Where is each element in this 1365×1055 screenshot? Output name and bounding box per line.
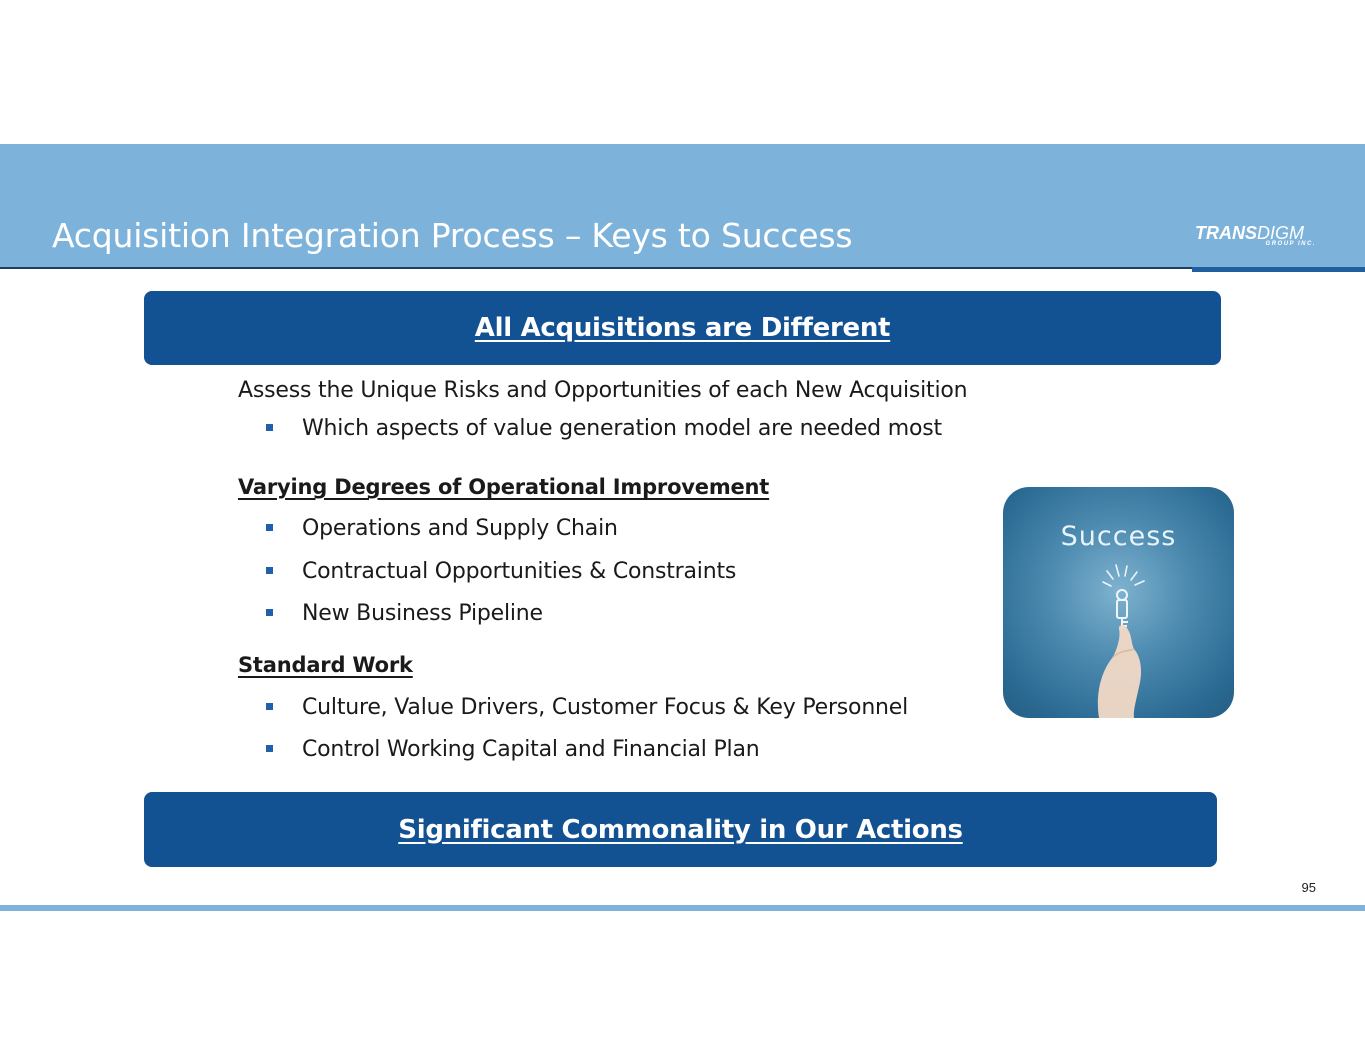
success-key-image [1003,487,1234,718]
bullet-icon [266,745,273,752]
hand-holding-key-icon [1003,487,1234,718]
bullet-icon [266,567,273,574]
slide-title: Acquisition Integration Process – Keys to Success [52,216,853,255]
intro-bullet: Which aspects of value generation model are needed most [302,416,942,441]
operational-bullet: Contractual Opportunities & Constraints [302,559,737,584]
logo-brand-bold: TRANS [1195,223,1257,243]
logo-subtitle: GROUP INC. [1265,241,1316,247]
standard-bullet: Control Working Capital and Financial Plan [302,737,760,762]
logo-brand-light: DIGM [1257,223,1304,243]
banner-bottom-label: Significant Commonality in Our Actions [398,814,963,845]
bullet-icon [266,524,273,531]
operational-bullet: Operations and Supply Chain [302,516,618,541]
bullet-icon [266,703,273,710]
operational-heading: Varying Degrees of Operational Improvement [238,475,770,499]
bullet-icon [266,609,273,616]
operational-bullet: New Business Pipeline [302,601,543,626]
banner-top-label: All Acquisitions are Different [474,313,891,343]
footer-bar [0,905,1365,911]
photo-success-word: Success [1060,521,1177,552]
header-rule-accent [1192,267,1365,272]
page-number: 95 [1301,880,1316,895]
banner-commonality [144,792,1217,867]
standard-bullet: Culture, Value Drivers, Customer Focus & Key Personnel [302,695,909,720]
transdigm-logo [1195,222,1319,252]
standard-work-heading: Standard Work [238,653,413,677]
bullet-icon [266,424,273,431]
header-rule [0,267,1192,269]
intro-text: Assess the Unique Risks and Opportunities of each New Acquisition [238,378,968,403]
banner-all-acquisitions [144,291,1221,365]
